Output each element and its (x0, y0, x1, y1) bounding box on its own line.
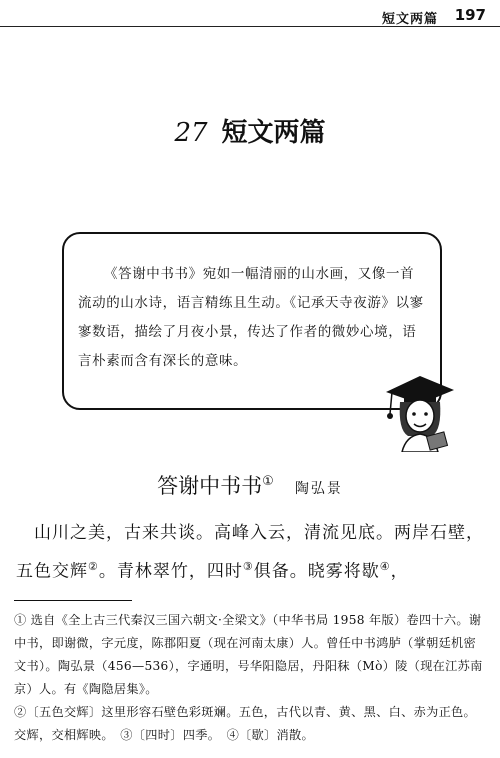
running-title: 短文两篇 (381, 12, 438, 27)
footnotes (14, 609, 488, 747)
footnote-item: ① 选自《全上古三代秦汉三国六朝文·全梁文》（中华书局 1958 年版）卷四十六。谢中书，即谢微，字元度，陈郡阳夏（现在河南太康）人。曾任中书鸿胪（掌朝廷机密文书）。陶弘景（456—536），字通明，号华阳隐居，丹阳秣（Mò）陵（现在江苏南京）人。有《陶隐居集》。 (14, 613, 483, 696)
header-rule (0, 26, 500, 27)
intro-text: 《答谢中书书》宛如一幅清丽的山水画，又像一首流动的山水诗，语言精练且生动。《记承天寺夜游》以寥寥数语，描绘了月夜小景，传达了作者的微妙心境，语言朴素而含有深长的意味。 (78, 266, 424, 369)
body-text-part: 山川之美，古来共谈。高峰入云，清流见底。两岸石壁，五色交辉 (16, 523, 484, 582)
footnote-mark: ① (262, 474, 274, 489)
footnote-mark: ③ (242, 560, 254, 573)
chapter-title-text: 短文两篇 (221, 118, 326, 148)
essay-author: 陶弘景 (294, 481, 343, 497)
page-number: 197 (454, 6, 486, 24)
footnote-item: ②〔五色交辉〕这里形容石壁色彩斑斓。五色，古代以青、黄、黑、白、赤为正色。交辉，交相辉映。 ③〔四时〕四季。 ④〔歇〕消散。 (14, 705, 477, 742)
body-text-part: 。青林翠竹，四时 (98, 561, 243, 582)
graduate-student-icon (378, 370, 460, 452)
essay-body (16, 516, 486, 589)
footnote-rule (14, 600, 132, 601)
body-text-part: 俱备。晓雾将歇 (253, 561, 380, 582)
chapter-number: 27 (174, 118, 208, 148)
body-text-part: ， (390, 561, 409, 582)
chapter-title (0, 112, 500, 149)
essay-title (157, 474, 274, 498)
essay-heading (0, 470, 500, 500)
essay-title-text: 答谢中书书 (157, 474, 263, 498)
running-header (0, 6, 500, 28)
footnote-mark: ② (88, 560, 99, 573)
footnote-mark: ④ (379, 560, 391, 573)
